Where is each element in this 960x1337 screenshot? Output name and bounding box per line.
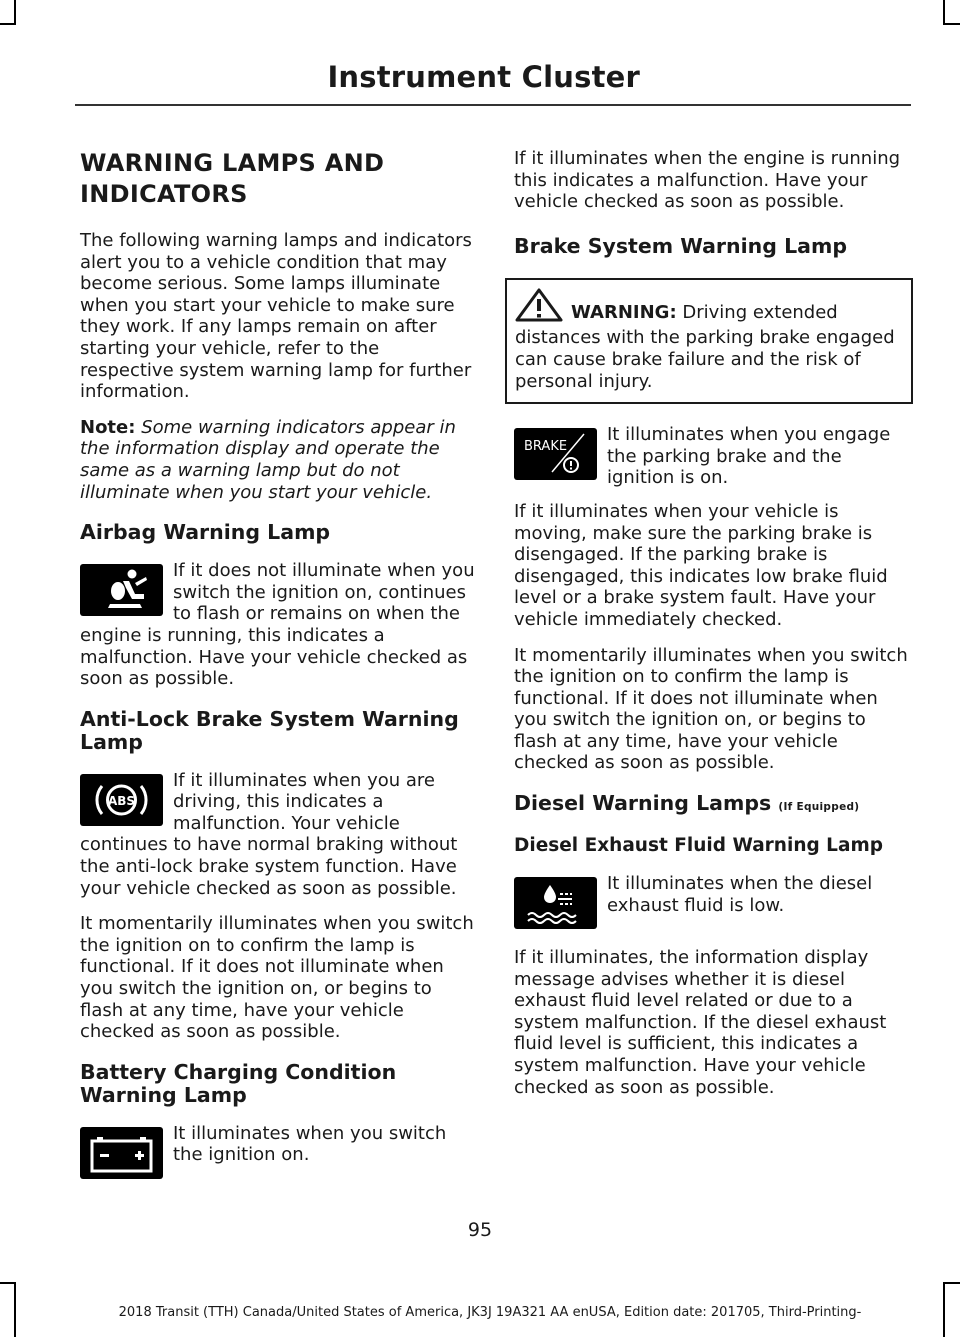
battery-block	[80, 1123, 476, 1183]
crop-mark	[943, 23, 960, 25]
crop-mark	[14, 0, 16, 25]
intro-paragraph: The following warning lamps and indicators alert you to a vehicle condition that may become serious. Some lamps illuminate when you start your vehicle to make sure they work. If any lamps remain on after starting your vehicle, refer to the respective system warning lamp for further information.	[80, 230, 472, 403]
def-text-1: It illuminates when the diesel exhaust fluid is low.	[607, 873, 873, 916]
def-heading: Diesel Exhaust Fluid Warning Lamp	[514, 835, 883, 857]
abs-text-2: It momentarily illuminates when you switch the ignition on to confirm the lamp is functional. If it does not illuminate when you switch the ignition on, or begins to flash at any time, have your vehicle checked as soon as possible.	[80, 913, 474, 1043]
page-number: 95	[467, 1219, 493, 1241]
airbag-heading: Airbag Warning Lamp	[80, 520, 331, 545]
warning-triangle-icon	[515, 288, 563, 328]
brake-block	[514, 424, 910, 489]
svg-text:ABS: ABS	[107, 793, 136, 808]
note-text: Some warning indicators appear in the information display and operate the same as a warning lamp but do not illuminate when you start your vehicle.	[80, 416, 456, 503]
diesel-title: Diesel Warning Lamps	[514, 791, 772, 816]
page-header-title: Instrument Cluster	[327, 60, 640, 94]
airbag-icon	[80, 564, 163, 616]
airbag-text: If it does not illuminate when you switch the ignition on, continues to flash or remains on when the engine is running, this indicates a malfunction. Have your vehicle checked as soon as possible.	[80, 560, 475, 690]
def-text-2: If it illuminates, the information display message advises whether it is diesel exhaust fluid level related or due to a system malfunction. If the diesel exhaust fluid level is sufficient, this indicates a system malfunction. Have your vehicle checked as soon as possible.	[514, 947, 887, 1098]
header-rule	[75, 104, 911, 106]
battery-heading: Battery Charging Condition Warning Lamp	[80, 1059, 397, 1107]
crop-mark	[0, 1282, 16, 1284]
crop-mark	[0, 23, 16, 25]
battery-icon	[80, 1127, 163, 1179]
warning-text: Driving extended distances with the parking brake engaged can cause brake failure and the risk of personal injury.	[515, 301, 895, 392]
page-footer: 2018 Transit (TTH) Canada/United States of America, JK3J 19A321 AA enUSA, Edition date: 201705, Third-Printing-	[118, 1305, 862, 1320]
abs-block	[80, 770, 476, 900]
brake-text-3: It momentarily illuminates when you switch the ignition on to confirm the lamp is functional. If it does not illuminate when you switch the ignition on, or begins to flash at any time, have your vehicle checked as soon as possible.	[514, 644, 908, 774]
section-title: WARNING LAMPS AND INDICATORS	[80, 149, 385, 208]
brake-heading: Brake System Warning Lamp	[514, 233, 848, 258]
airbag-block	[80, 560, 476, 690]
def-block	[514, 873, 910, 933]
brake-icon-label: BRAKE	[524, 439, 568, 455]
diesel-qualifier: (If Equipped)	[778, 801, 860, 814]
diesel-exhaust-fluid-icon	[514, 877, 597, 929]
warning-box	[505, 278, 913, 404]
battery-text: It illuminates when you switch the ignition on.	[173, 1122, 447, 1166]
right-column	[514, 148, 910, 1112]
crop-mark	[943, 1282, 960, 1284]
abs-heading: Anti-Lock Brake System Warning Lamp	[80, 706, 459, 754]
diesel-heading	[514, 792, 910, 819]
brake-icon	[514, 428, 597, 480]
brake-text-1: It illuminates when you engage the parking brake and the ignition is on.	[607, 424, 891, 489]
note-label: Note:	[80, 416, 136, 438]
note-paragraph	[80, 417, 476, 503]
left-column	[80, 148, 476, 1183]
right-intro: If it illuminates when the engine is running this indicates a malfunction. Have your vehicle checked as soon as possible.	[514, 148, 901, 213]
warning-label: WARNING:	[571, 301, 677, 323]
brake-text-2: If it illuminates when your vehicle is moving, make sure the parking brake is disengaged. If the parking brake is disengaged, this indicates low brake fluid level or a brake system fault. Have your vehicle immediately checked.	[514, 500, 888, 630]
abs-text: If it illuminates when you are driving, this indicates a malfunction. Your vehicle continues to have normal braking without the anti-lock brake system function. Have your vehicle checked as soon as possible.	[80, 769, 458, 899]
crop-mark	[943, 0, 945, 25]
abs-icon	[80, 774, 163, 826]
